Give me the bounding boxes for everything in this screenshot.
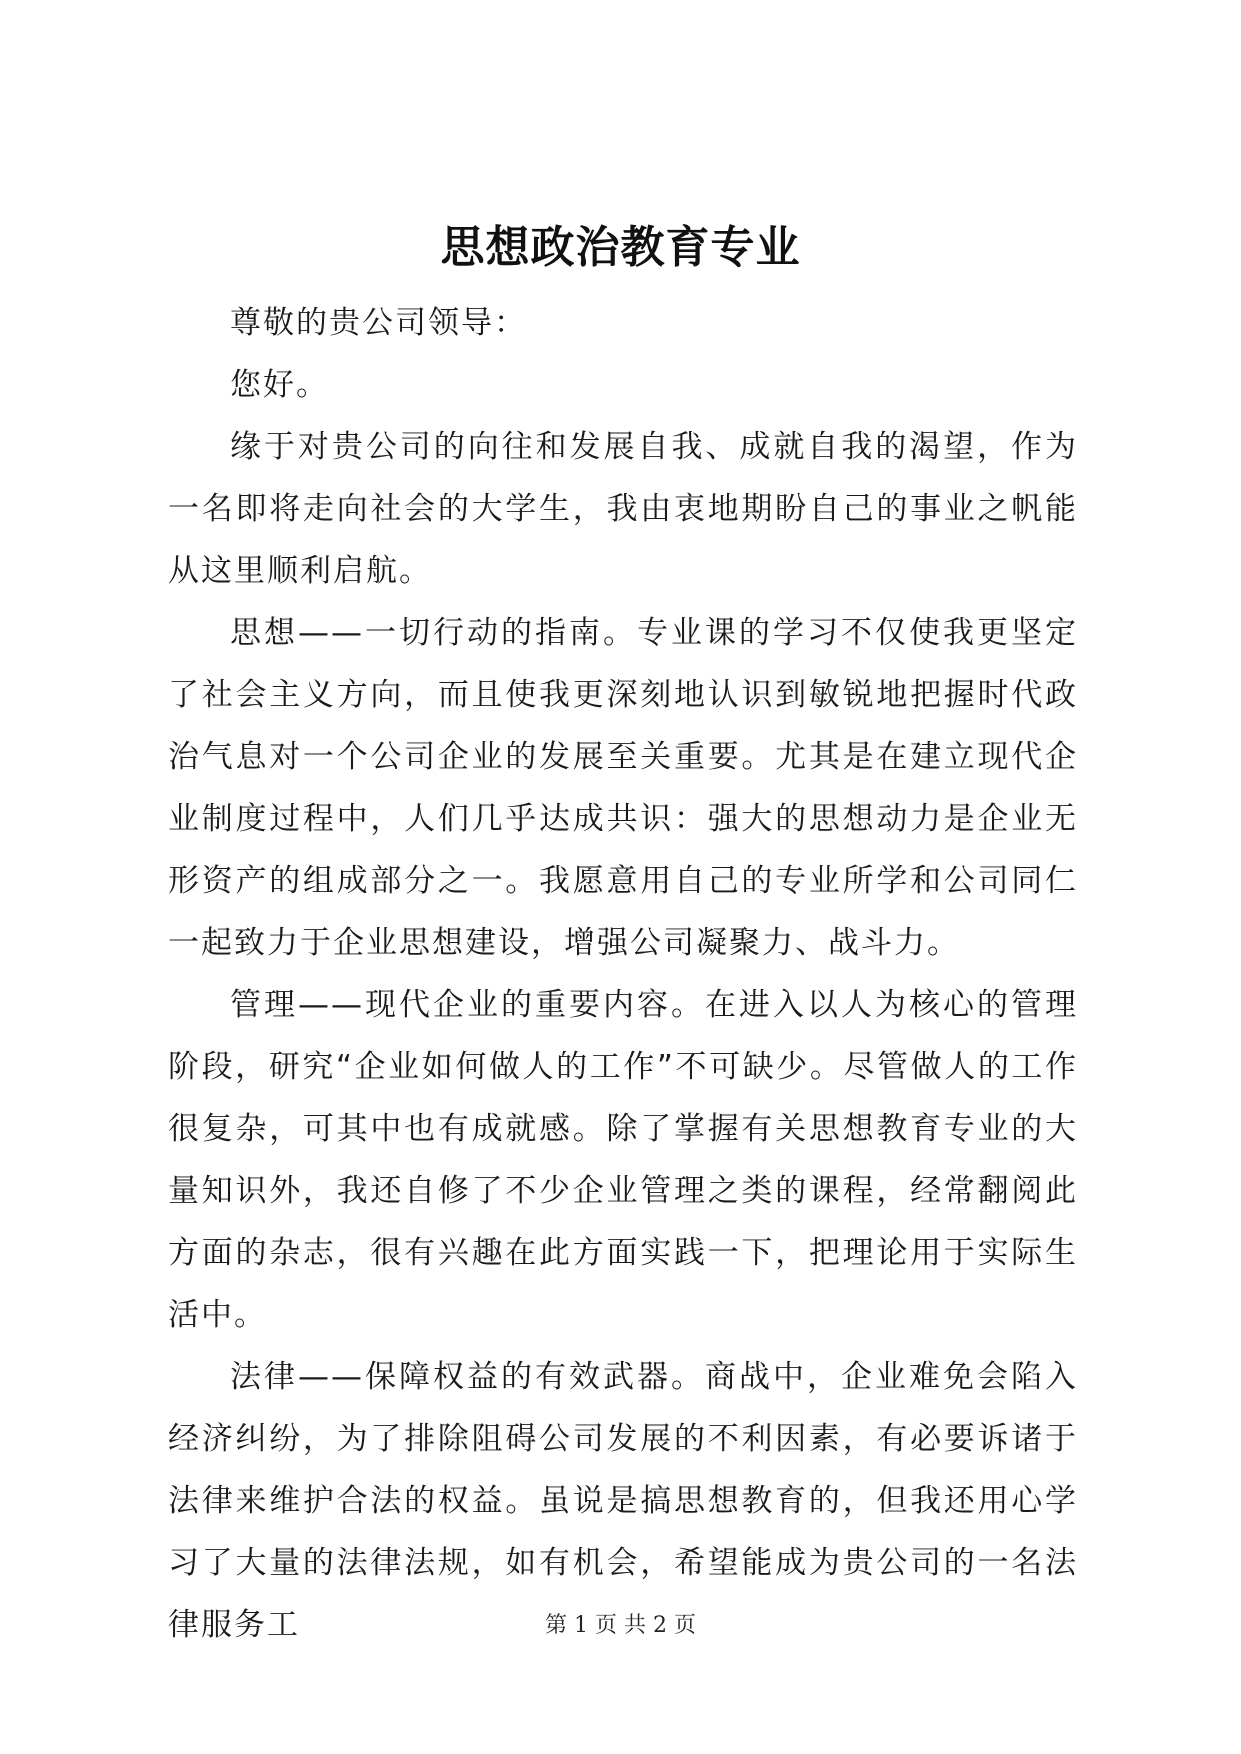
salutation: 尊敬的贵公司领导： xyxy=(230,305,527,341)
paragraph-law: 法律——保障权益的有效武器。商战中，企业难免会陷入经济纠纷，为了排除阻碍公司发展的不利因素，有必要诉诸于法律来维护合法的权益。虽说是搞思想教育的，但我还用心学习了大量的法律法规，如有机会，希望能成为贵公司的一名法律服务工 xyxy=(168,1359,1078,1643)
paragraph-intro: 缘于对贵公司的向往和发展自我、成就自我的渴望，作为一名即将走向社会的大学生，我由衷地期盼自己的事业之帆能从这里顺利启航。 xyxy=(168,429,1078,589)
paragraph-management: 管理——现代企业的重要内容。在进入以人为核心的管理阶段，研究“企业如何做人的工作”不可缺少。尽管做人的工作很复杂，可其中也有成就感。除了掌握有关思想教育专业的大量知识外，我还自修了不少企业管理之类的课程，经常翻阅此方面的杂志，很有兴趣在此方面实践一下，把理论用于实际生活中。 xyxy=(168,987,1078,1333)
page-number-footer: 第 1 页 共 2 页 xyxy=(545,1613,696,1638)
paragraph-thought: 思想——一切行动的指南。专业课的学习不仅使我更坚定了社会主义方向，而且使我更深刻地认识到敏锐地把握时代政治气息对一个公司企业的发展至关重要。尤其是在建立现代企业制度过程中，人们几乎达成共识：强大的思想动力是企业无形资产的组成部分之一。我愿意用自己的专业所学和公司同仁一起致力于企业思想建设，增强公司凝聚力、战斗力。 xyxy=(168,615,1078,961)
greeting: 您好。 xyxy=(230,367,329,403)
document-body xyxy=(168,292,1078,1656)
document-title: 思想政治教育专业 xyxy=(440,222,801,273)
